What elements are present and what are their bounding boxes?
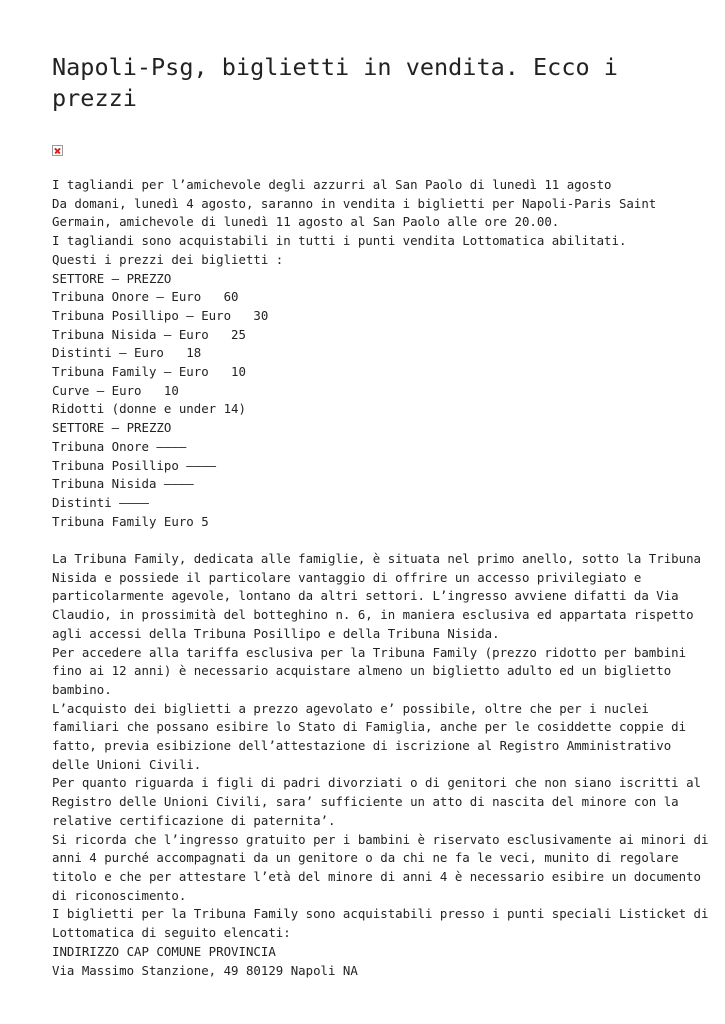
text-line: Germain, amichevole di lunedì 11 agosto al San Paolo alle ore 20.00. — [52, 214, 560, 230]
text-line: relative certificazione di paternita’. — [52, 812, 336, 828]
text-line: Tribuna Posillipo ———— — [52, 457, 217, 473]
text-line: fino ai 12 anni) è necessario acquistare almeno un biglietto adulto ed un biglietto — [52, 663, 672, 679]
text-line: Tribuna Nisida – Euro 25 — [52, 326, 246, 342]
text-line: I biglietti per la Tribuna Family sono acquistabili presso i punti speciali Listicket di — [52, 906, 709, 922]
text-line: delle Unioni Civili. — [52, 756, 202, 772]
text-line: Tribuna Nisida ———— — [52, 476, 194, 492]
text-line: Claudio, in prossimità del botteghino n. 6, in maniera esclusiva ed appartata rispetto — [52, 607, 694, 623]
text-line: agli accessi della Tribuna Posillipo e della Tribuna Nisida. — [52, 625, 500, 641]
broken-image-icon — [52, 145, 63, 156]
text-line: Si ricorda che l’ingresso gratuito per i bambini è riservato esclusivamente ai minori di — [52, 831, 709, 847]
text-line: bambino. — [52, 681, 112, 697]
text-line: Per accedere alla tariffa esclusiva per la Tribuna Family (prezzo ridotto per bambini — [52, 644, 687, 660]
text-line: Ridotti (donne e under 14) — [52, 401, 246, 417]
article-body — [52, 176, 709, 980]
text-line: Lottomatica di seguito elencati: — [52, 925, 291, 941]
text-line: Tribuna Onore – Euro 60 — [52, 289, 239, 305]
text-line: I tagliandi per l’amichevole degli azzurri al San Paolo di lunedì 11 agosto — [52, 177, 612, 192]
text-line: Tribuna Posillipo – Euro 30 — [52, 307, 269, 323]
text-line: Registro delle Unioni Civili, sara’ sufficiente un atto di nascita del minore con la — [52, 794, 679, 810]
text-line: Tribuna Onore ———— — [52, 438, 187, 454]
text-line: di riconoscimento. — [52, 887, 187, 903]
title-line: prezzi — [52, 84, 137, 112]
text-line: Tribuna Family – Euro 10 — [52, 364, 246, 380]
text-line: Nisida e possiede il particolare vantaggio di offrire un accesso privilegiato e — [52, 569, 642, 585]
text-line: L’acquisto dei biglietti a prezzo agevolato e’ possibile, oltre che per i nuclei — [52, 700, 649, 716]
family-info — [52, 550, 709, 980]
text-line: Questi i prezzi dei biglietti : — [52, 251, 284, 267]
text-line: particolarmente agevole, lontano da altri settori. L’ingresso avviene difatti da Via — [52, 588, 679, 604]
text-line: La Tribuna Family, dedicata alle famiglie, è situata nel primo anello, sotto la Tribuna — [52, 551, 702, 567]
text-line: Tribuna Family Euro 5 — [52, 513, 209, 529]
text-line: I tagliandi sono acquistabili in tutti i punti vendita Lottomatica abilitati. — [52, 233, 627, 249]
text-line: Curve – Euro 10 — [52, 382, 179, 398]
text-line: INDIRIZZO CAP COMUNE PROVINCIA — [52, 943, 276, 959]
text-line: SETTORE – PREZZO — [52, 270, 172, 286]
text-line: Via Massimo Stanzione, 49 80129 Napoli NA — [52, 962, 358, 978]
paragraph-gap — [52, 531, 682, 550]
text-line: Per quanto riguarda i figli di padri divorziati o di genitori che non siano iscritti al — [52, 775, 702, 791]
text-line: SETTORE – PREZZO — [52, 420, 172, 436]
text-line: Distinti ———— — [52, 494, 149, 510]
text-line: Distinti – Euro 18 — [52, 345, 202, 361]
text-line: titolo e che per attestare l’età del minore di anni 4 è necessario esibire un documento — [52, 869, 702, 884]
text-line: anni 4 purché accompagnati da un genitore o da chi ne fa le veci, munito di regolare — [52, 850, 679, 866]
text-line: familiari che possano esibire lo Stato di Famiglia, anche per le cosiddette coppie di — [52, 719, 687, 735]
title-line: Napoli-Psg, biglietti in vendita. Ecco i — [52, 53, 618, 81]
intro-and-prices — [52, 176, 682, 531]
article — [52, 52, 709, 980]
page-title — [52, 52, 682, 114]
text-line: Da domani, lunedì 4 agosto, saranno in vendita i biglietti per Napoli-Paris Saint — [52, 195, 657, 211]
text-line: fatto, previa esibizione dell’attestazione di iscrizione al Registro Amministrativo — [52, 738, 672, 754]
